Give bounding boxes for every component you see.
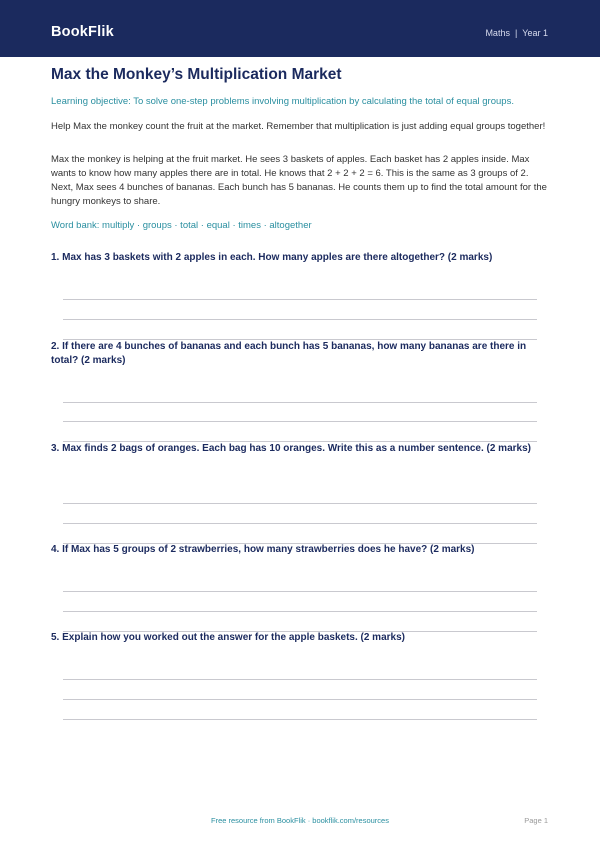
answer-line[interactable] (63, 299, 537, 300)
answer-line[interactable] (63, 523, 537, 524)
question-3: 3. Max finds 2 bags of oranges. Each bag has 10 oranges. Write this as a number sentence. (2 marks) (51, 443, 531, 454)
answer-line[interactable] (63, 421, 537, 422)
page-number: Page 1 (524, 816, 548, 825)
question-5: 5. Explain how you worked out the answer for the apple baskets. (2 marks) (51, 632, 405, 643)
meta-separator: | (514, 28, 518, 38)
question-2: 2. If there are 4 bunches of bananas and each bunch has 5 bananas, how many bananas are there in total? (2 marks) (51, 341, 527, 366)
answer-line[interactable] (63, 591, 537, 592)
answer-line[interactable] (63, 402, 537, 403)
answer-line[interactable] (63, 699, 537, 700)
worksheet-title: Max the Monkey’s Multiplication Market (51, 66, 342, 83)
answer-line[interactable] (63, 319, 537, 320)
answer-line[interactable] (63, 611, 537, 612)
answer-line[interactable] (63, 719, 537, 720)
brand-logo[interactable]: BookFlik (51, 24, 114, 40)
answer-line[interactable] (63, 503, 537, 504)
footer-credit[interactable]: Free resource from BookFlik · bookflik.com/resources (211, 816, 389, 825)
story-text: Max the monkey is helping at the fruit market. He sees 3 baskets of apples. Each basket has 2 apples inside. Max wants to know how many apples there are in total. He knows that 2 + 2 + 2 = 6. This is the same as 3 groups of 2. Next, Max sees 4 bunches of bananas. Each bunch has 5 bananas. He counts them up to find the total amount for the hungry monkeys to share. (51, 154, 547, 207)
intro-text: Help Max the monkey count the fruit at the market. Remember that multiplication is just adding equal groups together! (51, 121, 546, 132)
question-4: 4. If Max has 5 groups of 2 strawberries, how many strawberries does he have? (2 marks) (51, 544, 475, 555)
learning-objective: Learning objective: To solve one-step problems involving multiplication by calculating the total of equal groups. (51, 96, 514, 107)
answer-line[interactable] (63, 679, 537, 680)
question-1: 1. Max has 3 baskets with 2 apples in each. How many apples are there altogether? (2 marks) (51, 252, 493, 263)
word-bank: Word bank: multiply · groups · total · equal · times · altogether (51, 220, 312, 231)
header-bar (0, 0, 600, 57)
header-meta (485, 28, 548, 38)
year-label: Year 1 (522, 28, 548, 38)
subject-label: Maths (485, 28, 510, 38)
